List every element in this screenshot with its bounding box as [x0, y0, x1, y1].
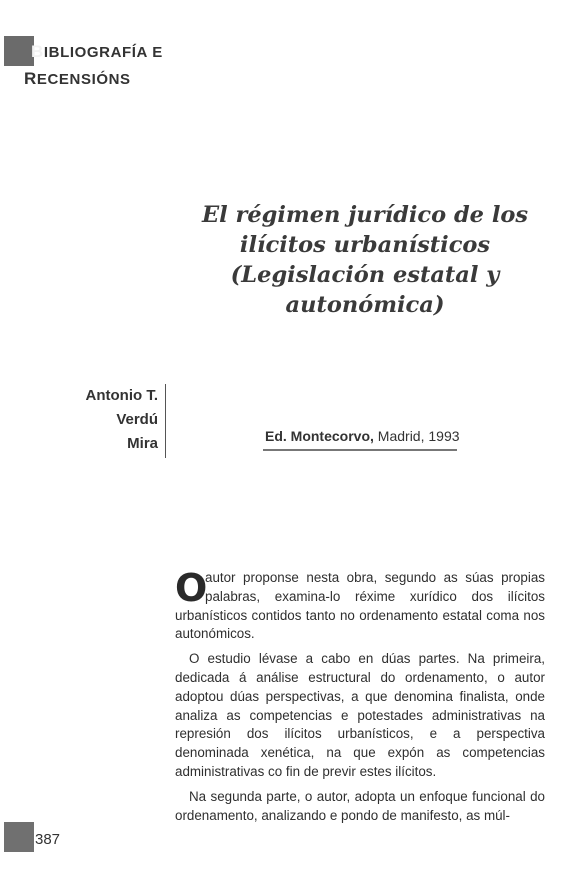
publisher-info [265, 428, 460, 444]
paragraph: O estudio lévase a cabo en dúas partes. Na primeira, dedicada á análise estructural do ordenamento, o autor adoptou dúas perspectivas, a que denomina finalista, onde analiza as competencias e potestades administrativas na represión dos ilícitos urbanísticos, e a perspectiva denominada xenética, na que expón as competencias administrativas co fin de previr estes ilícitos. [175, 651, 545, 779]
author-name [40, 384, 158, 456]
title-line: (Legislación estatal y [230, 262, 500, 288]
header-marker-square [4, 36, 34, 66]
author-line: Antonio T. [85, 387, 158, 404]
page-number: 387 [35, 831, 61, 848]
publisher-underline [263, 449, 457, 451]
paragraph-text: autor proponse nesta obra, segundo as súas propias palabras, examina-lo réxime xurídico dos ilícitos urbanísticos contidos tanto no ordenamento estatal coma nos autonómicos. [175, 570, 545, 642]
section-header-line-2 [24, 69, 131, 89]
paragraph [175, 566, 545, 644]
title-line: autonómica) [285, 292, 445, 318]
title-line: El régimen jurídico de los [201, 202, 529, 228]
title-line: ilícitos urbanísticos [239, 232, 491, 258]
author-line: Verdú [116, 411, 158, 428]
header-initial-b: B [31, 42, 44, 61]
book-title [200, 200, 530, 320]
publisher-name: Ed. Montecorvo, [265, 428, 374, 444]
header-text-1: IBLIOGRAFÍA E [43, 44, 163, 61]
author-divider-line [165, 384, 166, 458]
page-number-marker-square [4, 822, 34, 852]
author-line: Mira [127, 435, 158, 452]
header-initial-r: R [24, 69, 37, 88]
header-text-2: ECENSIÓNS [36, 71, 131, 88]
section-header-line-1 [31, 42, 163, 62]
publisher-place-year: Madrid, 1993 [373, 428, 460, 444]
paragraph: Na segunda parte, o autor, adopta un enfoque funcional do ordenamento, analizando e pondo de manifesto, as múl- [175, 788, 545, 823]
review-body [175, 566, 545, 831]
dropcap-letter: O [175, 566, 208, 610]
